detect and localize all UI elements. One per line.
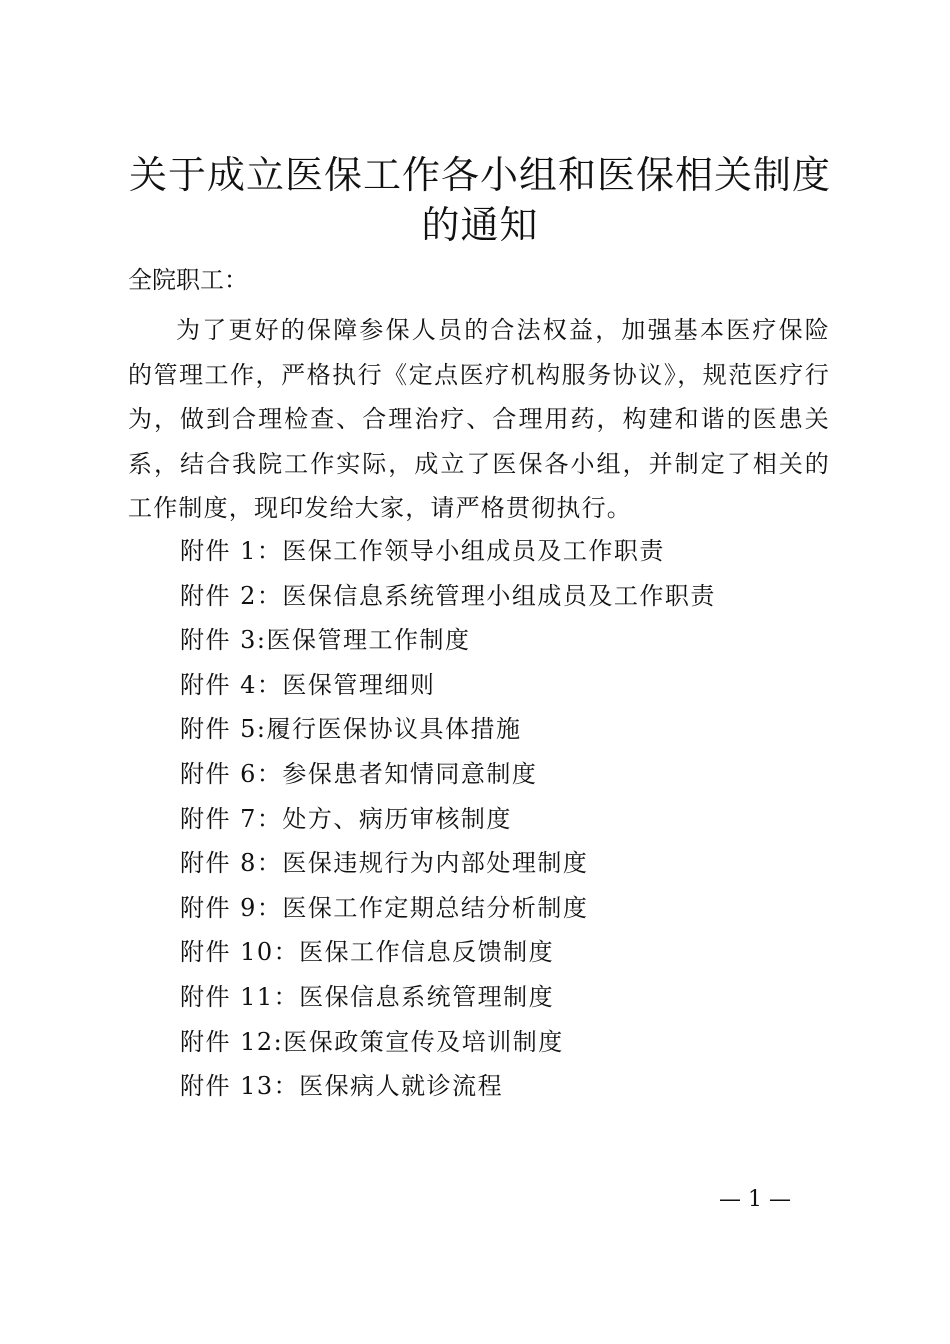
attachment-item: 附件 10：医保工作信息反馈制度 bbox=[180, 938, 555, 967]
attachment-item: 附件 6：参保患者知情同意制度 bbox=[180, 759, 538, 788]
document-title: 关于成立医保工作各小组和医保相关制度的通知 bbox=[128, 153, 831, 247]
attachment-list bbox=[180, 529, 830, 1109]
attachment-item: 附件 2：医保信息系统管理小组成员及工作职责 bbox=[180, 581, 716, 610]
page-number: — 1 — bbox=[719, 1187, 791, 1212]
attachment-item: 附件 9：医保工作定期总结分析制度 bbox=[180, 893, 589, 922]
attachment-item: 附件 13：医保病人就诊流程 bbox=[180, 1072, 504, 1101]
attachment-item: 附件 12:医保政策宣传及培训制度 bbox=[180, 1027, 564, 1056]
attachment-item: 附件 11：医保信息系统管理制度 bbox=[180, 982, 555, 1011]
attachment-item: 附件 8：医保违规行为内部处理制度 bbox=[180, 849, 589, 878]
attachment-item: 附件 3:医保管理工作制度 bbox=[180, 626, 471, 655]
attachment-item: 附件 7：处方、病历审核制度 bbox=[180, 804, 512, 833]
body-paragraph: 为了更好的保障参保人员的合法权益，加强基本医疗保险的管理工作，严格执行《定点医疗机构服务协议》，规范医疗行为，做到合理检查、合理治疗、合理用药，构建和谐的医患关系，结合我院工作实际，成立了医保各小组，并制定了相关的工作制度，现印发给大家，请严格贯彻执行。 bbox=[128, 316, 830, 522]
attachment-item: 附件 1：医保工作领导小组成员及工作职责 bbox=[180, 537, 665, 565]
salutation: 全院职工： bbox=[128, 266, 248, 294]
attachment-item: 附件 5:履行医保协议具体措施 bbox=[180, 715, 522, 744]
attachment-item: 附件 4：医保管理细则 bbox=[180, 670, 436, 699]
